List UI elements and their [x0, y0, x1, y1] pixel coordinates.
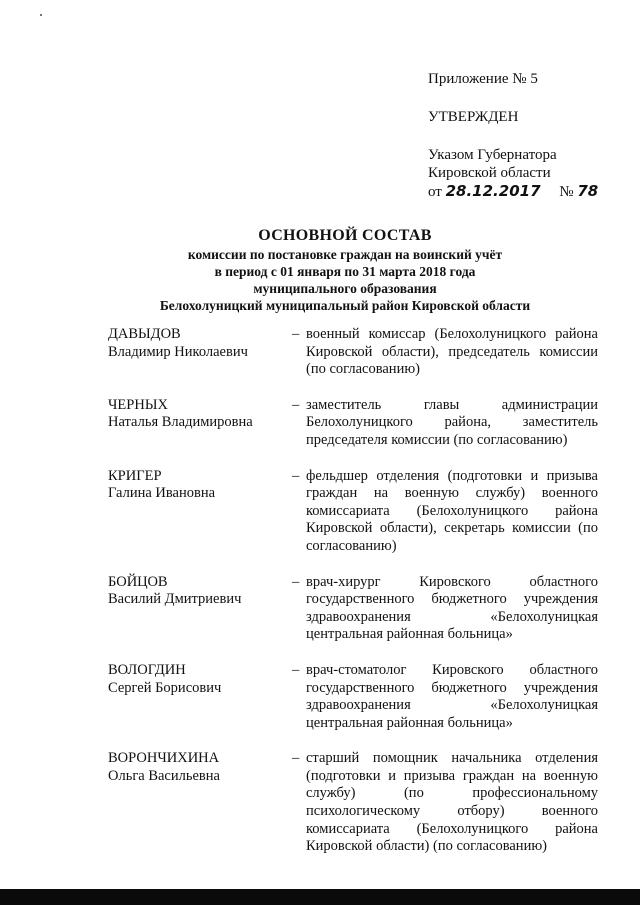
member-row — [108, 397, 598, 450]
member-role-text: военный комиссар (Белохолуницкого района Кировской области), председатель комиссии (по согласованию) — [306, 326, 598, 378]
decree-line-2: Кировской области — [428, 165, 551, 181]
member-role-text: заместитель главы администрации Белохолуницкого района, заместитель председателя комиссии (по согласованию) — [306, 396, 598, 448]
members-list — [108, 326, 598, 874]
member-surname: ЧЕРНЫХ — [108, 396, 168, 413]
appendix-block — [428, 70, 598, 201]
handwritten-number: 78 — [577, 182, 599, 200]
member-surname: ВОЛОГДИН — [108, 661, 186, 678]
member-person — [108, 574, 288, 644]
dash: – — [292, 573, 300, 590]
member-given-name: Владимир Николаевич — [108, 343, 248, 360]
heading-line-3: муниципального образования — [253, 281, 437, 296]
dash: – — [292, 750, 300, 767]
dash: – — [292, 661, 300, 678]
member-role — [288, 574, 598, 644]
member-role — [288, 662, 598, 732]
document-title: ОСНОВНОЙ СОСТАВ — [258, 227, 432, 244]
member-row — [108, 326, 598, 379]
dash: – — [292, 326, 300, 342]
heading-line-2: в период с 01 января по 31 марта 2018 года — [214, 264, 476, 279]
member-person — [108, 397, 288, 450]
scan-speck — [40, 14, 42, 16]
dash: – — [292, 467, 300, 484]
handwritten-date: 28.12.2017 — [445, 182, 541, 200]
member-person — [108, 326, 288, 379]
member-surname: БОЙЦОВ — [108, 573, 168, 590]
member-row — [108, 662, 598, 732]
decree-line-1: Указом Губернатора — [428, 147, 557, 163]
appendix-number: Приложение № 5 — [428, 71, 538, 87]
member-row — [108, 574, 598, 644]
date-prefix: от — [428, 184, 442, 200]
member-surname: КРИГЕР — [108, 467, 162, 484]
document-heading — [40, 226, 640, 314]
member-row — [108, 750, 598, 856]
member-given-name: Сергей Борисович — [108, 679, 222, 696]
member-surname: ВОРОНЧИХИНА — [108, 750, 220, 767]
member-role-text: фельдшер отделения (подготовки и призыва граждан на военную службу) военного комиссариата (Белохолуницкого района Кировской области), секретарь комиссии (по согласованию) — [306, 467, 598, 554]
member-row — [108, 468, 598, 556]
member-surname: ДАВЫДОВ — [108, 326, 181, 342]
member-role — [288, 326, 598, 379]
number-prefix: № — [559, 184, 574, 200]
member-given-name: Галина Ивановна — [108, 485, 216, 502]
member-given-name: Ольга Васильевна — [108, 767, 220, 784]
member-role-text: врач-хирург Кировского областного государственного бюджетного учреждения здравоохранения «Белохолуницкая центральная районная больница» — [306, 573, 598, 643]
member-role — [288, 750, 598, 856]
member-role-text: врач-стоматолог Кировского областного государственного бюджетного учреждения здравоохранения «Белохолуницкая центральная районная больница» — [306, 661, 598, 731]
member-person — [108, 468, 288, 556]
member-person — [108, 662, 288, 732]
heading-line-4: Белохолуницкий муниципальный район Кировской области — [159, 298, 531, 313]
member-role-text: старший помощник начальника отделения (подготовки и призыва граждан на военную службу) (по профессиональному психологическому отбору) военного комиссариата (Белохолуницкого района Кировской области) (по согласованию) — [306, 750, 598, 855]
decree-date-line — [428, 182, 598, 201]
member-role — [288, 397, 598, 450]
member-role — [288, 468, 598, 556]
heading-line-1: комиссии по постановке граждан на воинский учёт — [187, 247, 503, 262]
dash: – — [292, 396, 300, 413]
member-person — [108, 750, 288, 856]
member-given-name: Василий Дмитриевич — [108, 591, 242, 608]
approved-label: УТВЕРЖДЕН — [428, 109, 519, 125]
scan-edge-bar — [0, 889, 640, 905]
member-given-name: Наталья Владимировна — [108, 414, 253, 431]
